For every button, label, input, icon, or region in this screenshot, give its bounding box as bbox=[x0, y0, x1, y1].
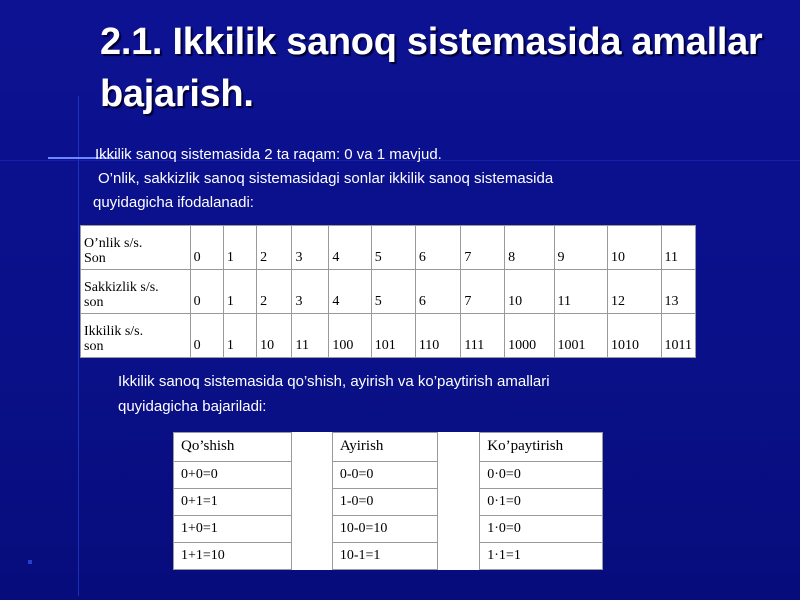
intro-text-line-2: O’nlik, sakkizlik sanoq sistemasidagi sonlar ikkilik sanoq sistemasida bbox=[98, 170, 554, 187]
column-gap bbox=[437, 433, 479, 462]
table-cell: 10 bbox=[607, 226, 661, 270]
number-conversion-table bbox=[80, 225, 696, 358]
table-cell: 11 bbox=[292, 314, 329, 358]
table-cell: 1·0=0 bbox=[480, 515, 603, 542]
decorative-dot bbox=[28, 560, 32, 564]
table-cell: 1·1=1 bbox=[480, 542, 603, 569]
table-cell: 10-1=1 bbox=[332, 542, 437, 569]
column-gap bbox=[437, 488, 479, 515]
table-cell: 0 bbox=[190, 314, 223, 358]
row-label bbox=[81, 314, 191, 358]
table-cell: 1 bbox=[223, 314, 256, 358]
table-row bbox=[174, 488, 603, 515]
table-cell: 0·1=0 bbox=[480, 488, 603, 515]
table-cell: 10-0=10 bbox=[332, 515, 437, 542]
table-cell: 10 bbox=[505, 270, 554, 314]
table-cell: 1+0=1 bbox=[174, 515, 292, 542]
table-cell: 1 bbox=[223, 226, 256, 270]
table-row bbox=[81, 270, 696, 314]
row-label-line-2: son bbox=[84, 295, 104, 310]
operations-intro-line-1: Ikkilik sanoq sistemasida qo’shish, ayirish va ko’paytirish amallari bbox=[118, 373, 550, 390]
table-cell: 110 bbox=[415, 314, 461, 358]
table-cell: 0 bbox=[190, 270, 223, 314]
column-gap bbox=[291, 488, 332, 515]
table-cell: 6 bbox=[415, 270, 461, 314]
row-label-line-2: son bbox=[84, 339, 104, 354]
intro-text-line-1: Ikkilik sanoq sistemasida 2 ta raqam: 0 va 1 mavjud. bbox=[95, 146, 442, 163]
table-row bbox=[174, 542, 603, 569]
table-cell: 3 bbox=[292, 270, 329, 314]
table-cell: 1-0=0 bbox=[332, 488, 437, 515]
table-cell: 1010 bbox=[607, 314, 661, 358]
table-cell: 7 bbox=[461, 226, 505, 270]
table-row bbox=[174, 461, 603, 488]
table-cell: 1+1=10 bbox=[174, 542, 292, 569]
table-cell: 0·0=0 bbox=[480, 461, 603, 488]
table-cell: 1000 bbox=[505, 314, 554, 358]
table-row bbox=[81, 314, 696, 358]
table-cell: 1 bbox=[223, 270, 256, 314]
table-cell: 0+1=1 bbox=[174, 488, 292, 515]
column-gap bbox=[291, 515, 332, 542]
slide-title: 2.1. Ikkilik sanoq sistemasida amallar bajarish. bbox=[100, 21, 763, 115]
table-cell: 8 bbox=[505, 226, 554, 270]
table-cell: 11 bbox=[554, 270, 607, 314]
column-header: Qo’shish bbox=[174, 433, 292, 462]
table-cell: 2 bbox=[257, 270, 292, 314]
table-cell: 5 bbox=[371, 226, 415, 270]
table-cell: 4 bbox=[329, 226, 371, 270]
row-label-line-1: Sakkizlik s/s. bbox=[84, 280, 159, 295]
row-label bbox=[81, 270, 191, 314]
table-cell: 101 bbox=[371, 314, 415, 358]
table-row bbox=[81, 226, 696, 270]
table-cell: 0-0=0 bbox=[332, 461, 437, 488]
table-row bbox=[174, 515, 603, 542]
operations-intro-line-2: quyidagicha bajariladi: bbox=[118, 398, 267, 415]
column-gap bbox=[437, 461, 479, 488]
intro-text-line-3: quyidagicha ifodalanadi: bbox=[93, 194, 254, 211]
table-cell: 100 bbox=[329, 314, 371, 358]
table-cell: 3 bbox=[292, 226, 329, 270]
table-cell: 1011 bbox=[661, 314, 695, 358]
table-cell: 11 bbox=[661, 226, 695, 270]
column-gap bbox=[291, 433, 332, 462]
table-cell: 0+0=0 bbox=[174, 461, 292, 488]
table-header-row bbox=[174, 433, 603, 462]
row-label-line-1: Ikkilik s/s. bbox=[84, 324, 144, 339]
table-cell: 0 bbox=[190, 226, 223, 270]
column-gap bbox=[291, 542, 332, 569]
table-cell: 12 bbox=[607, 270, 661, 314]
binary-operations-table bbox=[173, 432, 603, 570]
table-cell: 4 bbox=[329, 270, 371, 314]
table-cell: 13 bbox=[661, 270, 695, 314]
table-cell: 1001 bbox=[554, 314, 607, 358]
column-header: Ayirish bbox=[332, 433, 437, 462]
row-label-line-1: O’nlik s/s. bbox=[84, 236, 143, 251]
decorative-vertical-line bbox=[78, 96, 79, 596]
column-header: Ko’paytirish bbox=[480, 433, 603, 462]
table-cell: 7 bbox=[461, 270, 505, 314]
table-cell: 10 bbox=[257, 314, 292, 358]
table-cell: 111 bbox=[461, 314, 505, 358]
table-cell: 5 bbox=[371, 270, 415, 314]
column-gap bbox=[437, 515, 479, 542]
table-cell: 2 bbox=[257, 226, 292, 270]
table-cell: 6 bbox=[415, 226, 461, 270]
column-gap bbox=[291, 461, 332, 488]
row-label-line-2: Son bbox=[84, 251, 106, 266]
row-label bbox=[81, 226, 191, 270]
column-gap bbox=[437, 542, 479, 569]
table-cell: 9 bbox=[554, 226, 607, 270]
